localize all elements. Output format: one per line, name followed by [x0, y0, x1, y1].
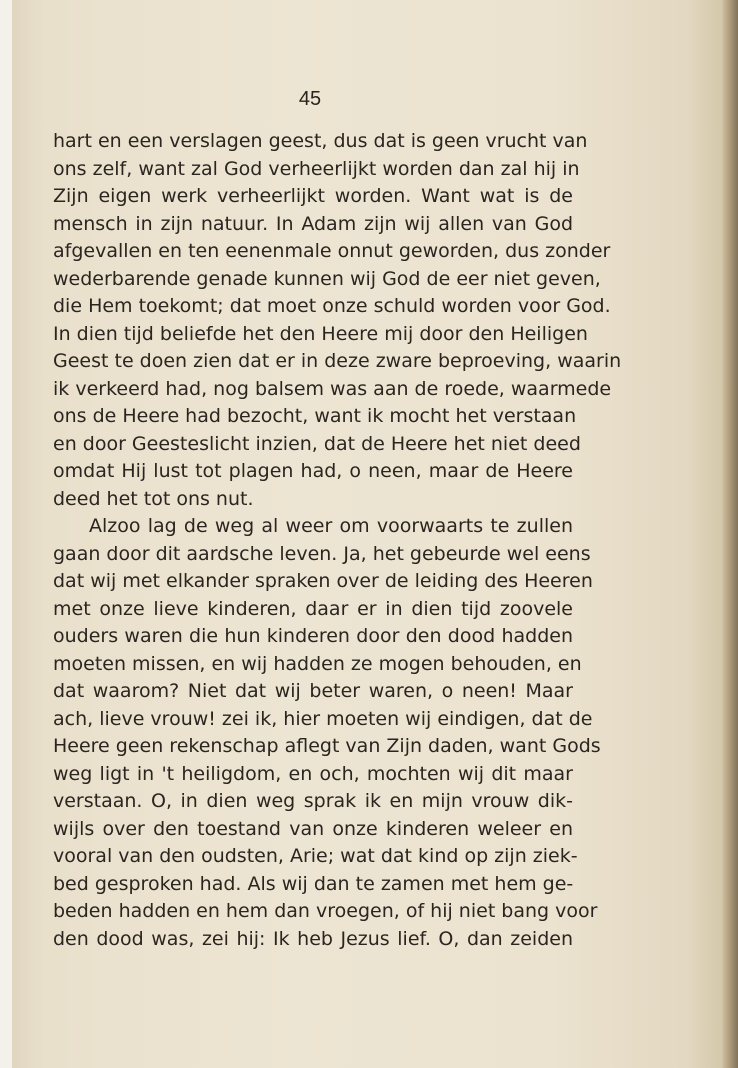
- text-line: weg ligt in 't heiligdom, en och, mochten wij dit maar: [53, 762, 573, 785]
- text-line: en door Geesteslicht inzien, dat de Heere het niet deed: [53, 432, 581, 455]
- text-line: dat waarom? Niet dat wij beter waren, o neen! Maar: [53, 680, 573, 702]
- text-line: ouders waren die hun kinderen door den dood hadden: [53, 625, 573, 647]
- text-line: gaan door dit aardsche leven. Ja, het gebeurde wel eens: [53, 542, 591, 565]
- text-line: wijls over den toestand van onze kinderen weleer en: [53, 817, 573, 840]
- text-line: ach, lieve vrouw! zei ik, hier moeten wij eindigen, dat de: [53, 707, 593, 730]
- text-line: verstaan. O, in dien weg sprak ik en mijn vrouw dik-: [53, 790, 573, 812]
- text-line: In dien tijd beliefde het den Heere mij door den Heiligen: [53, 322, 588, 345]
- text-line: hart en een verslagen geest, dus dat is geen vrucht van: [53, 130, 588, 152]
- text-line: mensch in zijn natuur. In Adam zijn wij allen van God: [53, 212, 573, 235]
- text-line: met onze lieve kinderen, daar er in dien tijd zoovele: [53, 597, 573, 620]
- text-line: ons zelf, want zal God verheerlijkt worden dan zal hij in: [53, 157, 580, 180]
- text-line: Geest te doen zien dat er in deze zware beproeving, waarin: [53, 350, 622, 372]
- text-line: ik verkeerd had, nog balsem was aan de roede, waarmede: [53, 377, 612, 400]
- scan-margin: [0, 0, 12, 1068]
- text-line: omdat Hij lust tot plagen had, o neen, maar de Heere: [53, 460, 573, 482]
- text-line: dat wij met elkander spraken over de leiding des Heeren: [53, 570, 593, 592]
- text-line: ons de Heere had bezocht, want ik mocht het verstaan: [53, 405, 577, 427]
- text-line: moeten missen, en wij hadden ze mogen behouden, en: [53, 652, 582, 675]
- page-number: 45: [298, 88, 322, 110]
- body-text: [53, 128, 622, 953]
- text-line: Heere geen rekenschap aflegt van Zijn daden, want Gods: [53, 735, 601, 757]
- text-line: Zijn eigen werk verheerlijkt worden. Want wat is de: [53, 185, 573, 207]
- text-line: wederbarende genade kunnen wij God de eer niet geven,: [53, 267, 601, 290]
- text-line: die Hem toekomt; dat moet onze schuld worden voor God.: [53, 295, 611, 317]
- text-line: bed gesproken had. Als wij dan te zamen met hem ge-: [53, 872, 574, 895]
- paragraph-start-line: Alzoo lag de weg al weer om voorwaarts te zullen: [89, 515, 573, 537]
- page-edge-shadow: [722, 0, 738, 1068]
- text-line: vooral van den oudsten, Arie; wat dat kind op zijn ziek-: [53, 845, 578, 867]
- text-line: afgevallen en ten eenenmale onnut geworden, dus zonder: [53, 240, 611, 262]
- text-line: den dood was, zei hij: Ik heb Jezus lief. O, dan zeiden: [53, 927, 573, 950]
- paragraph-end-line: deed het tot ons nut.: [53, 487, 254, 510]
- text-line: beden hadden en hem dan vroegen, of hij niet bang voor: [53, 900, 598, 922]
